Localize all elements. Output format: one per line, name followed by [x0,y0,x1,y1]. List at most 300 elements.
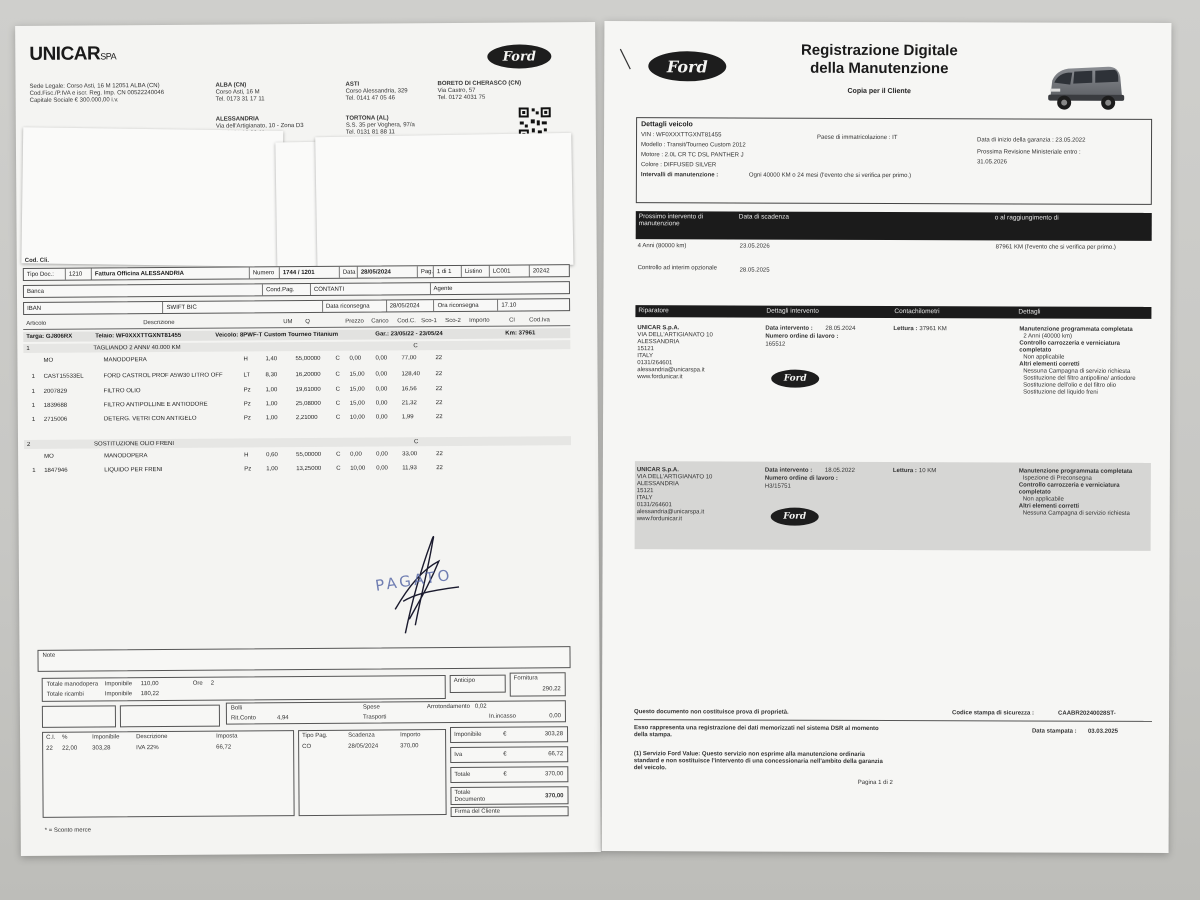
detail-line: Nessuna Campagna di servizio richiesta [1023,368,1131,375]
address-line: www.fordunicar.it [636,516,683,523]
bolli-label: Bolli [230,705,243,712]
line-art: 2007829 [43,388,68,395]
detail-line: Sostituzione del liquido freni [1023,389,1098,396]
intervalli-value: Ogni 40000 KM o 24 mesi (l'evento che si verifica per primo.) [748,172,912,180]
total-label: Iva [454,751,463,758]
arrot-value: 0,02 [474,703,487,710]
title-line-1: Registrazione Digitale [800,41,958,60]
colore: Colore : DIFFUSED SILVER [640,162,717,169]
intervalli-label: Intervalli di manutenzione : [640,172,719,179]
ford-logo [771,370,819,388]
line-s2: 0,00 [375,355,388,362]
tipo-pag-value: CO [302,743,312,751]
rit-value: 4,94 [276,715,289,722]
data-value: 28/05/2024 [358,266,418,277]
veicolo: Veicolo: 8PWF-T Custom Tourneo Titanium [215,331,339,339]
detail-line: Altri elementi corretti [1019,361,1080,368]
next-maintenance-header [636,211,1152,241]
address-line: VIA DELL'ARTIGIANATO 10 [636,474,713,481]
line-imp: 33,00 [402,451,418,458]
line-s2: 0,00 [375,386,388,393]
address-line: 15121 [636,488,654,495]
line-imp: 11,93 [402,465,417,472]
line-s2: 0,00 [376,465,388,472]
address-line: ALESSANDRIA [636,481,679,488]
imponibile-label: Imponibile [104,681,133,688]
line-desc: MANODOPERA [104,453,148,460]
address-line: VIA DELL'ARTIGIANATO 10 [637,332,713,339]
line-price: 16,20000 [295,371,321,378]
line-qty: 1,40 [265,356,278,363]
footnote: * = Sconto merce [44,827,91,834]
tot-ricambi-label: Totale ricambi [46,691,84,698]
listino-label: Listino [462,266,490,277]
total-currency: € [503,731,507,738]
line-iva: 22 [435,370,443,377]
tot-manodopera-label: Totale manodopera [46,681,99,688]
line-s1: 15,00 [349,400,365,407]
detail-line: Ispezione di Preconsegna [1022,475,1092,482]
address-line: www.fordunicar.it [637,374,683,381]
line-art: CAST15533EL [43,373,84,380]
ore-label: Ore [192,680,203,687]
report-title [754,42,1004,79]
line-art: 1847946 [44,467,68,474]
line-s2: 0,00 [375,400,388,407]
line-art: MO [43,357,54,364]
line-q: 1 [31,402,36,409]
col-sco1: Sco-1 [421,318,437,325]
ford-logo [771,508,819,526]
next-head-scadenza: Data di scadenza [738,213,790,221]
group-title: SOSTITUZIONE OLIO FRENI [94,440,175,447]
total-currency: € [503,751,507,758]
line-art: MO [44,453,54,460]
branch-tortona: TORTONA (AL) S.S. 35 per Voghera, 97/a Tel. 0131 81 88 11 [345,115,415,136]
line-s1: 15,00 [349,371,365,378]
line-imp: 21,32 [401,400,417,407]
security-code: CAABR20240028ST- [1058,710,1116,717]
col-descrizione: Descrizione [143,319,175,327]
line-um: Pz [243,415,251,422]
swift-label: SWIFT BIC [164,301,323,313]
line-c: C [335,371,340,378]
ore-value: 2 [210,680,215,687]
line-qty: 1,00 [265,387,278,394]
detail-line: Manutenzione programmata completata [1018,468,1133,475]
empty-box-2 [120,705,220,728]
line-s1: 15,00 [349,386,365,393]
line-desc: DETERG. VETRI CON ANTIGELO [103,415,197,423]
col-cod-c: Cod.C. [397,318,416,325]
iva-row [43,742,293,755]
line-price: 25,08000 [295,400,321,408]
line-q: 1 [32,467,36,474]
col-importo: Importo [469,317,490,324]
line-item [24,460,571,478]
branch-alessandria: ALESSANDRIA Via dell'Artigianato, 10 - Zona D3 [215,116,304,130]
col-carico: Carico [371,318,389,325]
line-s2: 0,00 [375,414,388,421]
line-imp: 1,99 [401,414,414,421]
line-s1: 0,00 [350,451,362,458]
line-iva: 22 [436,465,443,472]
detail-line: Altri elementi corretti [1018,503,1080,510]
company-legal-info: Sede Legale: Corso Asti, 16 M 12051 ALBA (CN) Cod.Fisc./P.IVA e iscr. Reg. Imp. CN 00522240046 Capitale Sociale € 300.000,00 i.v. [29,83,165,104]
privacy-cover-right [315,133,573,269]
dsr-note: Esso rappresenta una registrazione dei dati memorizzati nel sistema DSR al momento della stampa. [633,725,879,739]
data-inizio-garanzia: Data di inizio della garanzia : 23.05.2022 [977,137,1086,144]
line-s2: 0,00 [376,451,388,458]
payment-row [23,281,570,298]
line-iva: 22 [435,386,443,393]
ford-logo: Ford [487,44,551,68]
entry-ordine: H3/15751 [764,483,791,490]
history-head-riparatore: Riparatore [638,307,669,315]
entry-ordine-label: Numero ordine di lavoro : [765,333,839,340]
line-q: 1 [31,388,36,395]
targa: Targa: GJ806RX [26,333,73,340]
anticipo-label: Anticipo [453,677,476,684]
detail-line: Manutenzione programmata completata [1019,326,1133,333]
fornitura-box [510,672,566,696]
group-flag: C [413,342,418,349]
trasp-label: Trasporti [362,714,387,721]
col-articolo: Articolo [26,320,47,327]
entry-lettura-label: Lettura : [893,326,918,333]
detail-line: Sostituzione dell'olio e del filtro olio [1023,382,1117,389]
line-q: 1 [31,373,35,380]
data-riconsegna-label: Data riconsegna [323,300,387,311]
entry-data: 28.05.2024 [825,325,856,332]
dealer-name: UNICAR S.p.A. [637,325,680,332]
col-q: Q [305,318,310,326]
next-due-date: 23.05.2026 [739,243,770,250]
footer-divider [634,719,1152,722]
revisione-data: 31.05.2026 [976,159,1008,166]
group-1-lines [23,350,570,427]
branch-alba: ALBA (CN) Corso Asti, 16 M Tel. 0173 31 17 11 [215,82,265,103]
garanzia: Gar.: 23/05/22 - 23/05/24 [375,331,443,338]
line-imp: 128,40 [401,370,420,377]
iva-desc: IVA 22% [136,745,159,752]
dealer-address [637,332,757,381]
pagato-stamp: PAGATO [374,565,454,595]
col-prezzo: Prezzo [345,318,364,325]
tipo-doc-value: 1210 [66,269,92,280]
line-qty: 1,00 [266,466,278,473]
next-head-raggiungimento: o al raggiungimento di [994,214,1059,222]
history-head-contachilometri: Contachilometri [894,308,940,316]
unicar-logo: UNICARSPA [29,43,117,65]
next-head-intervento: Prossimo intervento di manutenzione [638,213,704,228]
title-line-2: della Manutenzione [810,59,949,78]
col-um: UM [283,319,293,326]
entry-lettura: 10 KM [918,468,937,475]
col-cl: Cl [509,317,515,324]
iva-col-ci: C.I. [46,734,56,741]
ora-riconsegna-label: Ora riconsegna [435,300,499,311]
iva-imposta: 66,72 [216,744,232,751]
fornitura-label: Fornitura [513,675,538,682]
line-qty: 0,60 [266,452,278,459]
line-iva: 22 [435,355,443,362]
line-s1: 0,00 [349,355,362,362]
line-qty: 1,00 [265,401,278,408]
entry-data-label: Data intervento : [765,325,813,332]
km: Km: 37961 [505,330,536,337]
group-num: 1 [26,345,30,352]
total-totale [450,766,568,783]
branch-boreto: BORETO DI CHERASCO (CN) Via Castro, 57 Tel. 0172 4031 75 [437,80,522,102]
line-iva: 22 [435,400,443,407]
iva-col-imposta: Imposta [216,733,238,740]
address-line: alessandria@unicarspa.it [637,367,705,374]
modello: Modello : Transit/Tourneo Custom 2012 [641,142,746,149]
line-desc: MANODOPERA [103,357,147,364]
branch-asti: ASTI Corso Alessandria, 329 Tel. 0141 47 05 46 [345,81,408,102]
scadenza-value: 28/05/2024 [348,743,379,750]
incasso-value: 0,00 [549,713,561,720]
col-cod-iva: Cod.Iva [529,317,550,324]
total-label: Totale [454,771,471,778]
iva-col-pct: % [62,734,68,741]
line-um: Pz [244,466,252,473]
iban-label: IBAN [24,302,164,314]
line-qty: 8,30 [265,371,278,378]
line-art: 1839688 [43,402,68,409]
arrot-label: Arrotondamento [426,703,470,711]
history-head-dettagli-intervento: Dettagli intervento [766,307,819,315]
importo-label: Importo [400,732,421,739]
iva-col-descrizione: Descrizione [136,733,168,741]
line-c: C [335,355,340,362]
pag-label: Pag. [418,266,434,277]
security-code-label: Codice stampa di sicurezza : [952,710,1035,717]
line-desc: FORD CASTROL PROF A5W30 LITRO OFF [103,372,223,379]
firma-box [451,806,569,817]
listino-code: 20242 [532,267,550,274]
anticipo-box [450,675,506,693]
service-entry [635,461,1151,551]
revisione-label: Prossima Revisione Ministeriale entro : [976,149,1081,156]
page-number: Pagina 1 di 2 [857,779,893,787]
ownership-disclaimer: Questo documento non costituisce prova di proprietà. [634,709,789,716]
ford-value-note: (1) Servizio Ford Value: Questo servizio non esprime alla manutenzione ordinaria standard e non sostituisce l'intervento di una concessionaria nell'ambito della garanzia del veicolo. [633,751,883,772]
line-c: C [336,451,341,458]
total-currency: € [503,771,507,778]
line-iva: 22 [436,451,443,458]
totale-doc-label: Totale Documento [454,789,486,803]
line-c: C [335,414,341,421]
line-desc: FILTRO OLIO [103,388,141,395]
detail-line: Sostituzione del filtro antipolline/ antiodore [1023,375,1136,382]
maintenance-report-sheet [602,21,1172,853]
col-sco2: Sco-2 [445,317,461,325]
line-s2: 0,00 [375,370,388,378]
total-value: 66,72 [548,751,564,758]
line-desc: FILTRO ANTIPOLLINE E ANTIODORE [103,401,208,409]
line-um: Pz [243,401,251,408]
service-entry [635,319,1151,457]
motore: Motore : 2.0L CR TC DSL PANTHER J [640,152,744,159]
line-um: Pz [243,387,251,394]
address-line: ITALY [637,353,654,360]
total-value: 303,28 [544,731,564,738]
rit-label: Rit.Conto [230,715,256,722]
data-label: Data [340,267,358,278]
pag-value: 1 di 1 [434,266,462,277]
line-um: LT [243,371,251,378]
iva-col-imponibile: Imponibile [92,734,120,741]
line-imp: 77,00 [401,355,417,362]
controllo-interim-label: Controllo ad interim opzionale [637,265,717,272]
iva-box [42,730,295,818]
line-art: 2715006 [43,416,68,423]
line-c: C [336,465,341,472]
total-value: 370,00 [544,771,564,778]
cond-pag-value: CONTANTI [311,283,431,295]
iva-imponibile: 303,28 [92,745,111,752]
line-price: 55,00000 [295,355,321,363]
address-line: 0131/264601 [636,502,672,509]
incasso-label: In.incasso [488,713,516,720]
detail-line: Non applicabile [1022,496,1064,503]
group-flag: C [414,438,419,445]
total-iva [450,746,568,763]
tipo-doc-label: Tipo Doc.: [24,269,66,280]
vin: VIN : WF0XXXTTGXNT81455 [641,132,722,139]
entry-data: 18.05.2022 [824,467,855,474]
group-num: 2 [27,441,31,448]
line-imp: 16,56 [401,386,417,393]
controllo-interim-data: 28.05.2025 [739,267,770,274]
line-price: 19,61000 [295,386,321,394]
invoice-sheet [15,22,601,856]
address-line: 0131/264601 [637,360,673,367]
entry-ordine-label: Numero ordine di lavoro : [764,475,838,482]
next-interval: 4 Anni (80000 km) [637,243,687,250]
data-riconsegna-value: 28/05/2024 [387,300,435,311]
vehicle-details-box [636,117,1152,205]
address-line: 15121 [637,346,655,353]
line-s1: 10,00 [349,414,365,421]
van-image [1042,59,1126,115]
totals-manodopera-box [42,675,446,702]
payment-schedule-box [298,729,447,816]
detail-line: Controllo carrozzeria e verniciatura completato [1019,340,1121,354]
totale-doc-value: 370,00 [545,793,564,800]
firma-label: Firma del Cliente [454,808,500,815]
spese-label: Spese [362,704,380,711]
entry-lettura-label: Lettura : [892,468,917,475]
entry-ordine: 165512 [765,341,786,348]
line-qty: 1,00 [265,415,278,422]
line-desc: LIQUIDO PER FRENI [104,467,163,474]
dealer-address [637,474,757,523]
service-history-header [635,305,1151,319]
note-label: Note [42,652,56,659]
importo-value: 370,00 [400,743,419,750]
print-date-label: Data stampata : [1031,728,1077,735]
detail-line: Nessuna Campagna di servizio richiesta [1022,510,1130,517]
detail-line: Controllo carrozzeria e verniciatura completato [1018,482,1120,496]
address-line: ITALY [636,495,653,502]
paese-immatricolazione: Paese di immatricolazione : IT [817,134,898,142]
line-q: 1 [31,416,36,423]
history-head-dettagli: Dettagli [1018,308,1041,316]
doc-title: Fattura Officina ALESSANDRIA [92,267,250,279]
bank-row [23,298,570,315]
empty-box-1 [42,705,116,728]
ford-logo-text: Ford [783,511,807,522]
ora-riconsegna-value: 17.10 [501,302,517,309]
group-title: TAGLIANDO 2 ANNI/ 40.000 KM [93,344,181,351]
note-box [37,646,570,672]
iva-ci: 22 [46,745,53,752]
agente-label: Agente [433,285,453,292]
address-line: alessandria@unicarspa.it [636,509,705,516]
banca-label: Banca [24,284,263,297]
tipo-pag-label: Tipo Pag. [302,732,328,740]
vehicle-heading: Dettagli veicolo [641,121,693,129]
line-iva: 22 [435,414,443,421]
telaio: Telaio: WF0XXXTTGXNT81455 [95,332,182,340]
line-um: H [244,452,249,459]
imponibile-label-2: Imponibile [104,691,133,698]
privacy-cover-left [21,127,283,267]
print-date: 03.03.2025 [1087,728,1119,735]
tot-manodopera-value: 110,00 [140,681,159,688]
line-item [24,409,571,427]
line-c: C [335,400,341,407]
charges-box [226,700,566,724]
iva-pct: 22,00 [62,745,78,752]
detail-line: 2 Anni (40000 km) [1023,333,1073,340]
address-line: ALESSANDRIA [637,339,680,346]
entry-data-label: Data intervento : [764,467,813,474]
total-documento [450,786,568,805]
fornitura-value: 290,22 [542,686,561,693]
line-price: 13,25000 [296,465,322,473]
report-subtitle: Copia per il Cliente [847,87,911,96]
group-2-lines [24,446,571,478]
invoice-header-row [23,264,570,281]
total-imponibile [450,726,568,743]
listino-value: LC001 [490,265,530,276]
entry-lettura: 37961 KM [919,326,947,333]
next-due-km: 87961 KM (l'evento che si verifica per primo.) [995,244,1116,251]
detail-line: Non applicabile [1023,354,1065,361]
scadenza-label: Scadenza [348,732,375,739]
line-c: C [335,386,341,393]
cod-cli-label: Cod. Cli. [24,257,50,264]
numero-value: 1744 / 1201 [280,267,340,278]
entry-details [1019,326,1149,396]
ford-logo-text: Ford [783,373,807,384]
line-s1: 10,00 [350,465,366,472]
tot-ricambi-value: 180,22 [140,691,160,698]
line-um: H [243,356,248,363]
dealer-name: UNICAR S.p.A. [636,467,679,474]
total-label: Imponibile [454,731,482,738]
line-price: 55,00000 [296,451,322,459]
entry-details [1019,468,1149,517]
line-price: 2,21000 [295,414,318,422]
cond-pag-label: Cond.Pag. [263,284,311,295]
ford-logo: Ford [648,51,726,81]
pen-mark-icon [618,47,632,71]
